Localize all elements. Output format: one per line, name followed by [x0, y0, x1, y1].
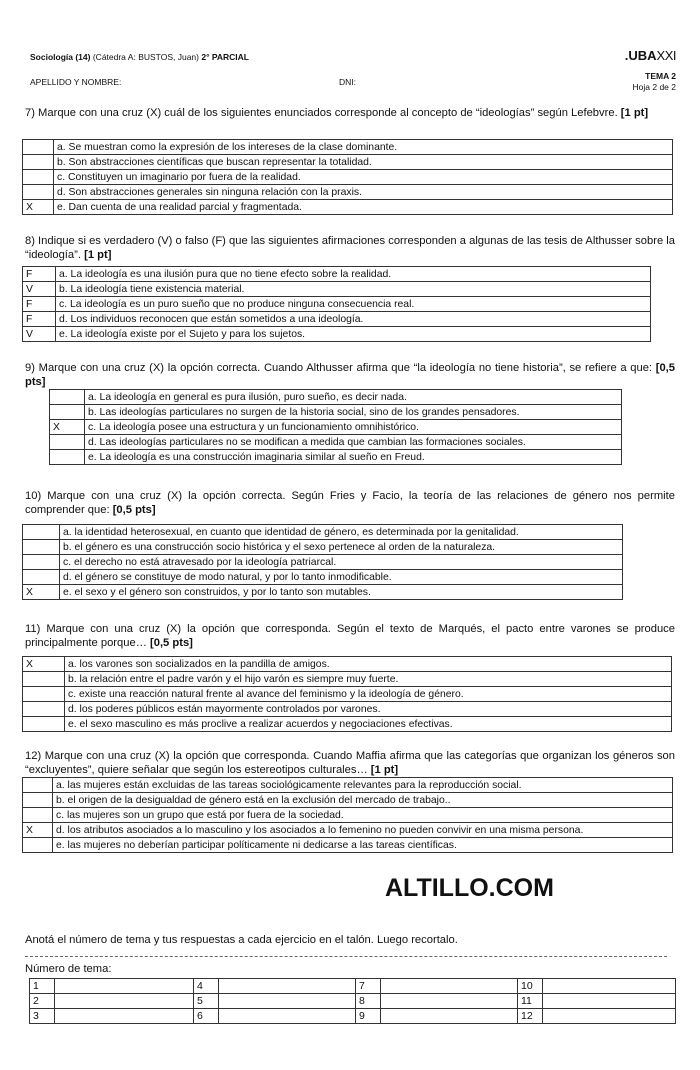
exam-header-title [30, 52, 249, 62]
option-text: c. el derecho no está atravesado por la ideología patriarcal. [60, 555, 623, 570]
answer-mark-cell[interactable]: X [23, 657, 65, 672]
answer-mark-cell[interactable] [23, 808, 53, 823]
answer-mark-cell[interactable] [23, 540, 60, 555]
answer-mark-cell[interactable] [23, 838, 53, 853]
option-text: b. Son abstracciones científicas que buscan representar la totalidad. [54, 155, 673, 170]
option-row [23, 702, 672, 717]
name-label: APELLIDO Y NOMBRE: [30, 77, 122, 87]
exercise-number: 7 [356, 979, 381, 994]
answer-mark-cell[interactable]: F [23, 297, 56, 312]
answer-mark-cell[interactable] [50, 390, 85, 405]
answer-cell[interactable] [55, 994, 194, 1009]
question-text: 9) Marque con una cruz (X) la opción correcta. Cuando Althusser afirma que “la ideología no tiene historia”, se refiere a que: [25, 362, 656, 374]
option-row [23, 525, 623, 540]
answer-mark-cell[interactable] [23, 778, 53, 793]
question-text: 11) Marque con una cruz (X) la opción que corresponda. Según el texto de Marqués, el pacto entre varones se produce principalmente porque… [25, 623, 675, 649]
option-row [23, 200, 673, 215]
exam-name: 2° PARCIAL [201, 52, 249, 62]
question-10-options [22, 524, 623, 600]
exercise-number: 10 [518, 979, 543, 994]
question-points: [1 pt] [370, 764, 399, 776]
answer-mark-cell[interactable] [23, 570, 60, 585]
exercise-number: 1 [30, 979, 55, 994]
answer-mark-cell[interactable]: X [23, 585, 60, 600]
option-text: b. el género es una construcción socio histórica y el sexo pertenece al orden de la naturaleza. [60, 540, 623, 555]
answer-cell[interactable] [381, 979, 518, 994]
option-text: d. el género se constituye de modo natural, y por lo tanto inmodificable. [60, 570, 623, 585]
question-7-prompt [25, 106, 675, 120]
option-text: d. los poderes públicos están mayormente controlados por varones. [65, 702, 672, 717]
answer-mark-cell[interactable] [23, 140, 54, 155]
question-8-options [22, 266, 651, 342]
option-text: b. la relación entre el padre varón y el hijo varón es siempre muy fuerte. [65, 672, 672, 687]
answer-cell[interactable] [543, 994, 676, 1009]
option-text: e. Dan cuenta de una realidad parcial y fragmentada. [54, 200, 673, 215]
option-text: c. Constituyen un imaginario por fuera de la realidad. [54, 170, 673, 185]
tema-label: TEMA 2 [645, 71, 676, 81]
question-points: [1 pt] [620, 107, 649, 119]
question-12-prompt [25, 749, 675, 777]
course-name: Sociología (14) [30, 52, 91, 62]
exercise-number: 2 [30, 994, 55, 1009]
answer-mark-cell[interactable] [23, 672, 65, 687]
hoja-label: Hoja 2 de 2 [632, 82, 676, 92]
option-row [23, 838, 673, 853]
question-text: 8) Indique si es verdadero (V) o falso (F) que las siguientes afirmaciones corresponden a algunas de las tesis de Althusser sobre la “ideología”. [25, 235, 675, 261]
answer-mark-cell[interactable]: V [23, 282, 56, 297]
option-row [23, 155, 673, 170]
option-text: a. La ideología es una ilusión pura que no tiene efecto sobre la realidad. [56, 267, 651, 282]
option-row [50, 405, 622, 420]
option-row [23, 585, 623, 600]
answer-grid [29, 978, 676, 1024]
option-row [23, 778, 673, 793]
option-row [23, 297, 651, 312]
option-row [23, 555, 623, 570]
answer-grid-row [30, 1009, 676, 1024]
option-text: d. Los individuos reconocen que están sometidos a una ideología. [56, 312, 651, 327]
exercise-number: 8 [356, 994, 381, 1009]
answer-grid-row [30, 979, 676, 994]
answer-cell[interactable] [219, 1009, 356, 1024]
answer-mark-cell[interactable] [23, 155, 54, 170]
option-row [23, 823, 673, 838]
option-text: c. las mujeres son un grupo que está por fuera de la sociedad. [53, 808, 673, 823]
exercise-number: 6 [194, 1009, 219, 1024]
exercise-number: 4 [194, 979, 219, 994]
option-text: e. las mujeres no deberían participar políticamente ni dedicarse a las tareas científicas. [53, 838, 673, 853]
question-points: [0,5 pts] [25, 362, 675, 388]
answer-cell[interactable] [381, 1009, 518, 1024]
answer-grid-row [30, 994, 676, 1009]
answer-mark-cell[interactable]: V [23, 327, 56, 342]
question-11-options [22, 656, 672, 732]
option-row [50, 450, 622, 465]
option-row [23, 185, 673, 200]
tema-number-label: Número de tema: [25, 963, 112, 975]
answer-mark-cell[interactable] [23, 525, 60, 540]
exercise-number: 12 [518, 1009, 543, 1024]
question-10-prompt [25, 489, 675, 517]
answer-mark-cell[interactable]: X [50, 420, 85, 435]
option-text: c. existe una reacción natural frente al avance del feminismo y la ideología de género. [65, 687, 672, 702]
option-text: e. La ideología es una construcción imaginaria similar al sueño en Freud. [85, 450, 622, 465]
question-7-options [22, 139, 673, 215]
question-text: 10) Marque con una cruz (X) la opción correcta. Según Fries y Facio, la teoría de las relaciones de género nos permite comprender que: [25, 490, 675, 516]
answer-mark-cell[interactable] [23, 717, 65, 732]
uba-logo: .UBAXXI [624, 48, 676, 63]
option-row [50, 435, 622, 450]
option-text: d. Las ideologías particulares no se modifican a medida que cambian las formaciones sociales. [85, 435, 622, 450]
answer-cell[interactable] [219, 979, 356, 994]
option-text: c. La ideología es un puro sueño que no produce ninguna consecuencia real. [56, 297, 651, 312]
answer-mark-cell[interactable] [50, 435, 85, 450]
option-row [23, 267, 651, 282]
option-row [23, 687, 672, 702]
option-row [23, 312, 651, 327]
option-row [23, 657, 672, 672]
exercise-number: 5 [194, 994, 219, 1009]
option-text: b. el origen de la desigualdad de género está en la exclusión del mercado de trabajo.. [53, 793, 673, 808]
option-text: e. La ideología existe por el Sujeto y para los sujetos. [56, 327, 651, 342]
option-row [23, 140, 673, 155]
option-row [23, 327, 651, 342]
answer-cell[interactable] [55, 979, 194, 994]
option-row [23, 672, 672, 687]
answer-mark-cell[interactable] [23, 170, 54, 185]
question-11-prompt [25, 622, 675, 650]
exercise-number: 9 [356, 1009, 381, 1024]
answer-mark-cell[interactable] [50, 405, 85, 420]
answer-mark-cell[interactable] [23, 687, 65, 702]
option-text: b. La ideología tiene existencia material. [56, 282, 651, 297]
option-text: c. La ideología posee una estructura y un funcionamiento omnihistórico. [85, 420, 622, 435]
option-row [50, 390, 622, 405]
altillo-watermark: ALTILLO.COM [385, 874, 554, 902]
option-row [23, 282, 651, 297]
question-text: 7) Marque con una cruz (X) cuál de los siguientes enunciados corresponde al concepto de “ideologías” según Lefebvre. [25, 107, 621, 119]
course-chair: (Cátedra A: BUSTOS, Juan) [92, 52, 199, 62]
answer-mark-cell[interactable]: F [23, 267, 56, 282]
question-text: 12) Marque con una cruz (X) la opción que corresponda. Cuando Maffia afirma que las categorías que organizan los géneros son “excluyentes”, quiere señalar que según los estereotipos culturales… [25, 750, 675, 776]
option-text: a. la identidad heterosexual, en cuanto que identidad de género, es determinada por la genitalidad. [60, 525, 623, 540]
answer-cell[interactable] [381, 994, 518, 1009]
question-points: [0,5 pts] [112, 504, 156, 516]
exercise-number: 11 [518, 994, 543, 1009]
option-text: a. las mujeres están excluidas de las tareas sociológicamente relevantes para la reproducción social. [53, 778, 673, 793]
answer-mark-cell[interactable] [23, 702, 65, 717]
answer-mark-cell[interactable] [23, 793, 53, 808]
option-text: d. los atributos asociados a lo masculino y los asociados a lo femenino no pueden convivir en una misma persona. [53, 823, 673, 838]
option-text: d. Son abstracciones generales sin ninguna relación con la praxis. [54, 185, 673, 200]
answer-mark-cell[interactable] [50, 450, 85, 465]
option-row [23, 793, 673, 808]
option-row [23, 717, 672, 732]
answer-cell[interactable] [543, 1009, 676, 1024]
question-12-options [22, 777, 673, 853]
option-text: e. el sexo masculino es más proclive a realizar acuerdos y negociaciones efectivas. [65, 717, 672, 732]
answer-mark-cell[interactable]: X [23, 823, 53, 838]
question-9-options [49, 389, 622, 465]
option-row [50, 420, 622, 435]
option-text: a. La ideología en general es pura ilusión, puro sueño, es decir nada. [85, 390, 622, 405]
question-points: [1 pt] [84, 249, 112, 261]
dni-label: DNI: [339, 77, 356, 87]
question-points: [0,5 pts] [150, 637, 193, 649]
answer-mark-cell[interactable] [23, 555, 60, 570]
option-row [23, 808, 673, 823]
option-text: a. los varones son socializados en la pandilla de amigos. [65, 657, 672, 672]
option-text: a. Se muestran como la expresión de los intereses de la clase dominante. [54, 140, 673, 155]
option-text: b. Las ideologías particulares no surgen de la historia social, sino de los grandes pensadores. [85, 405, 622, 420]
answer-cell[interactable] [543, 979, 676, 994]
option-row [23, 570, 623, 585]
answer-cell[interactable] [55, 1009, 194, 1024]
option-row [23, 540, 623, 555]
footer-instruction: Anotá el número de tema y tus respuestas a cada ejercicio en el talón. Luego recortalo. [25, 934, 458, 946]
question-9-prompt [25, 361, 675, 389]
answer-mark-cell[interactable] [23, 185, 54, 200]
answer-mark-cell[interactable]: X [23, 200, 54, 215]
answer-mark-cell[interactable]: F [23, 312, 56, 327]
answer-cell[interactable] [219, 994, 356, 1009]
question-8-prompt [25, 234, 675, 262]
option-text: e. el sexo y el género son construidos, y por lo tanto son mutables. [60, 585, 623, 600]
exercise-number: 3 [30, 1009, 55, 1024]
cut-line [25, 956, 667, 957]
option-row [23, 170, 673, 185]
